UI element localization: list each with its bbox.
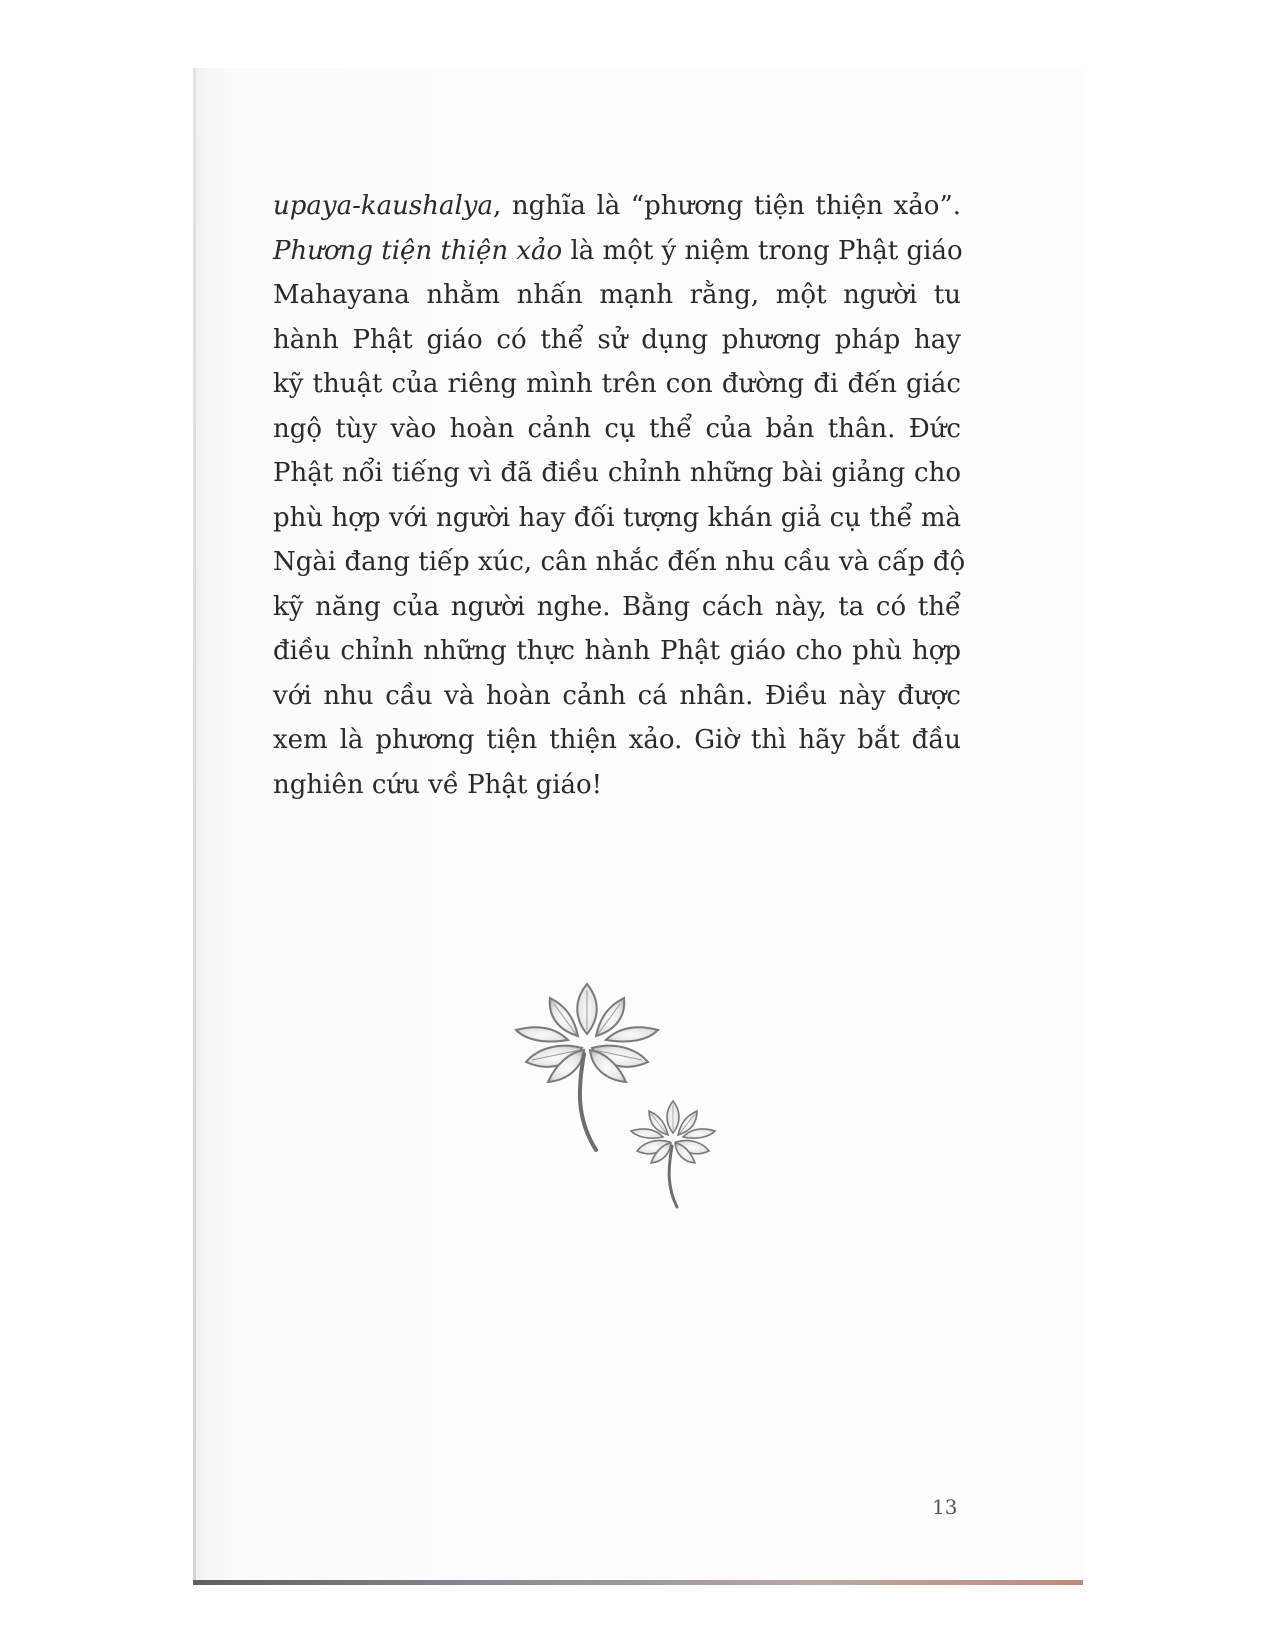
text-line: điều chỉnh những thực hành Phật giáo cho phù hợp (273, 636, 961, 666)
text-line: xem là phương tiện thiện xảo. Giờ thì hãy bắt đầu (273, 725, 961, 755)
text-segment: , nghĩa là “phương tiện thiện xảo”. (492, 191, 961, 221)
text-line: Ngài đang tiếp xúc, cân nhắc đến nhu cầu và cấp độ (273, 547, 966, 577)
text-line-1 (273, 184, 961, 229)
text-line-last: nghiên cứu về Phật giáo! (273, 769, 603, 800)
text-line: Mahayana nhằm nhấn mạnh rằng, một người tu (273, 280, 961, 310)
body-paragraph (273, 184, 966, 807)
text-line: kỹ thuật của riêng mình trên con đường đi đến giác (273, 369, 961, 399)
text-line: kỹ năng của người nghe. Bằng cách này, ta có thể (273, 591, 961, 622)
text-line: phù hợp với người hay đối tượng khán giả cụ thể mà (273, 502, 961, 533)
term-italic: Phương tiện thiện xảo (273, 235, 563, 266)
text-line: hành Phật giáo có thể sử dụng phương pháp hay (273, 324, 961, 355)
page-number: 13 (932, 1495, 958, 1519)
text-segment: là một ý niệm trong Phật giáo (562, 235, 963, 266)
text-line: Phật nổi tiếng vì đã điều chỉnh những bài giảng cho (273, 458, 961, 488)
page-bottom-edge (193, 1580, 1083, 1585)
lotus-flower-icon (627, 1097, 719, 1209)
page-spine-edge (193, 68, 196, 1584)
term-italic: upaya-kaushalya (273, 191, 493, 221)
text-line-2 (273, 229, 961, 274)
text-line: với nhu cầu và hoàn cảnh cá nhân. Điều này được (273, 680, 961, 711)
text-line: ngộ tùy vào hoàn cảnh cụ thể của bản thân. Đức (273, 413, 961, 444)
